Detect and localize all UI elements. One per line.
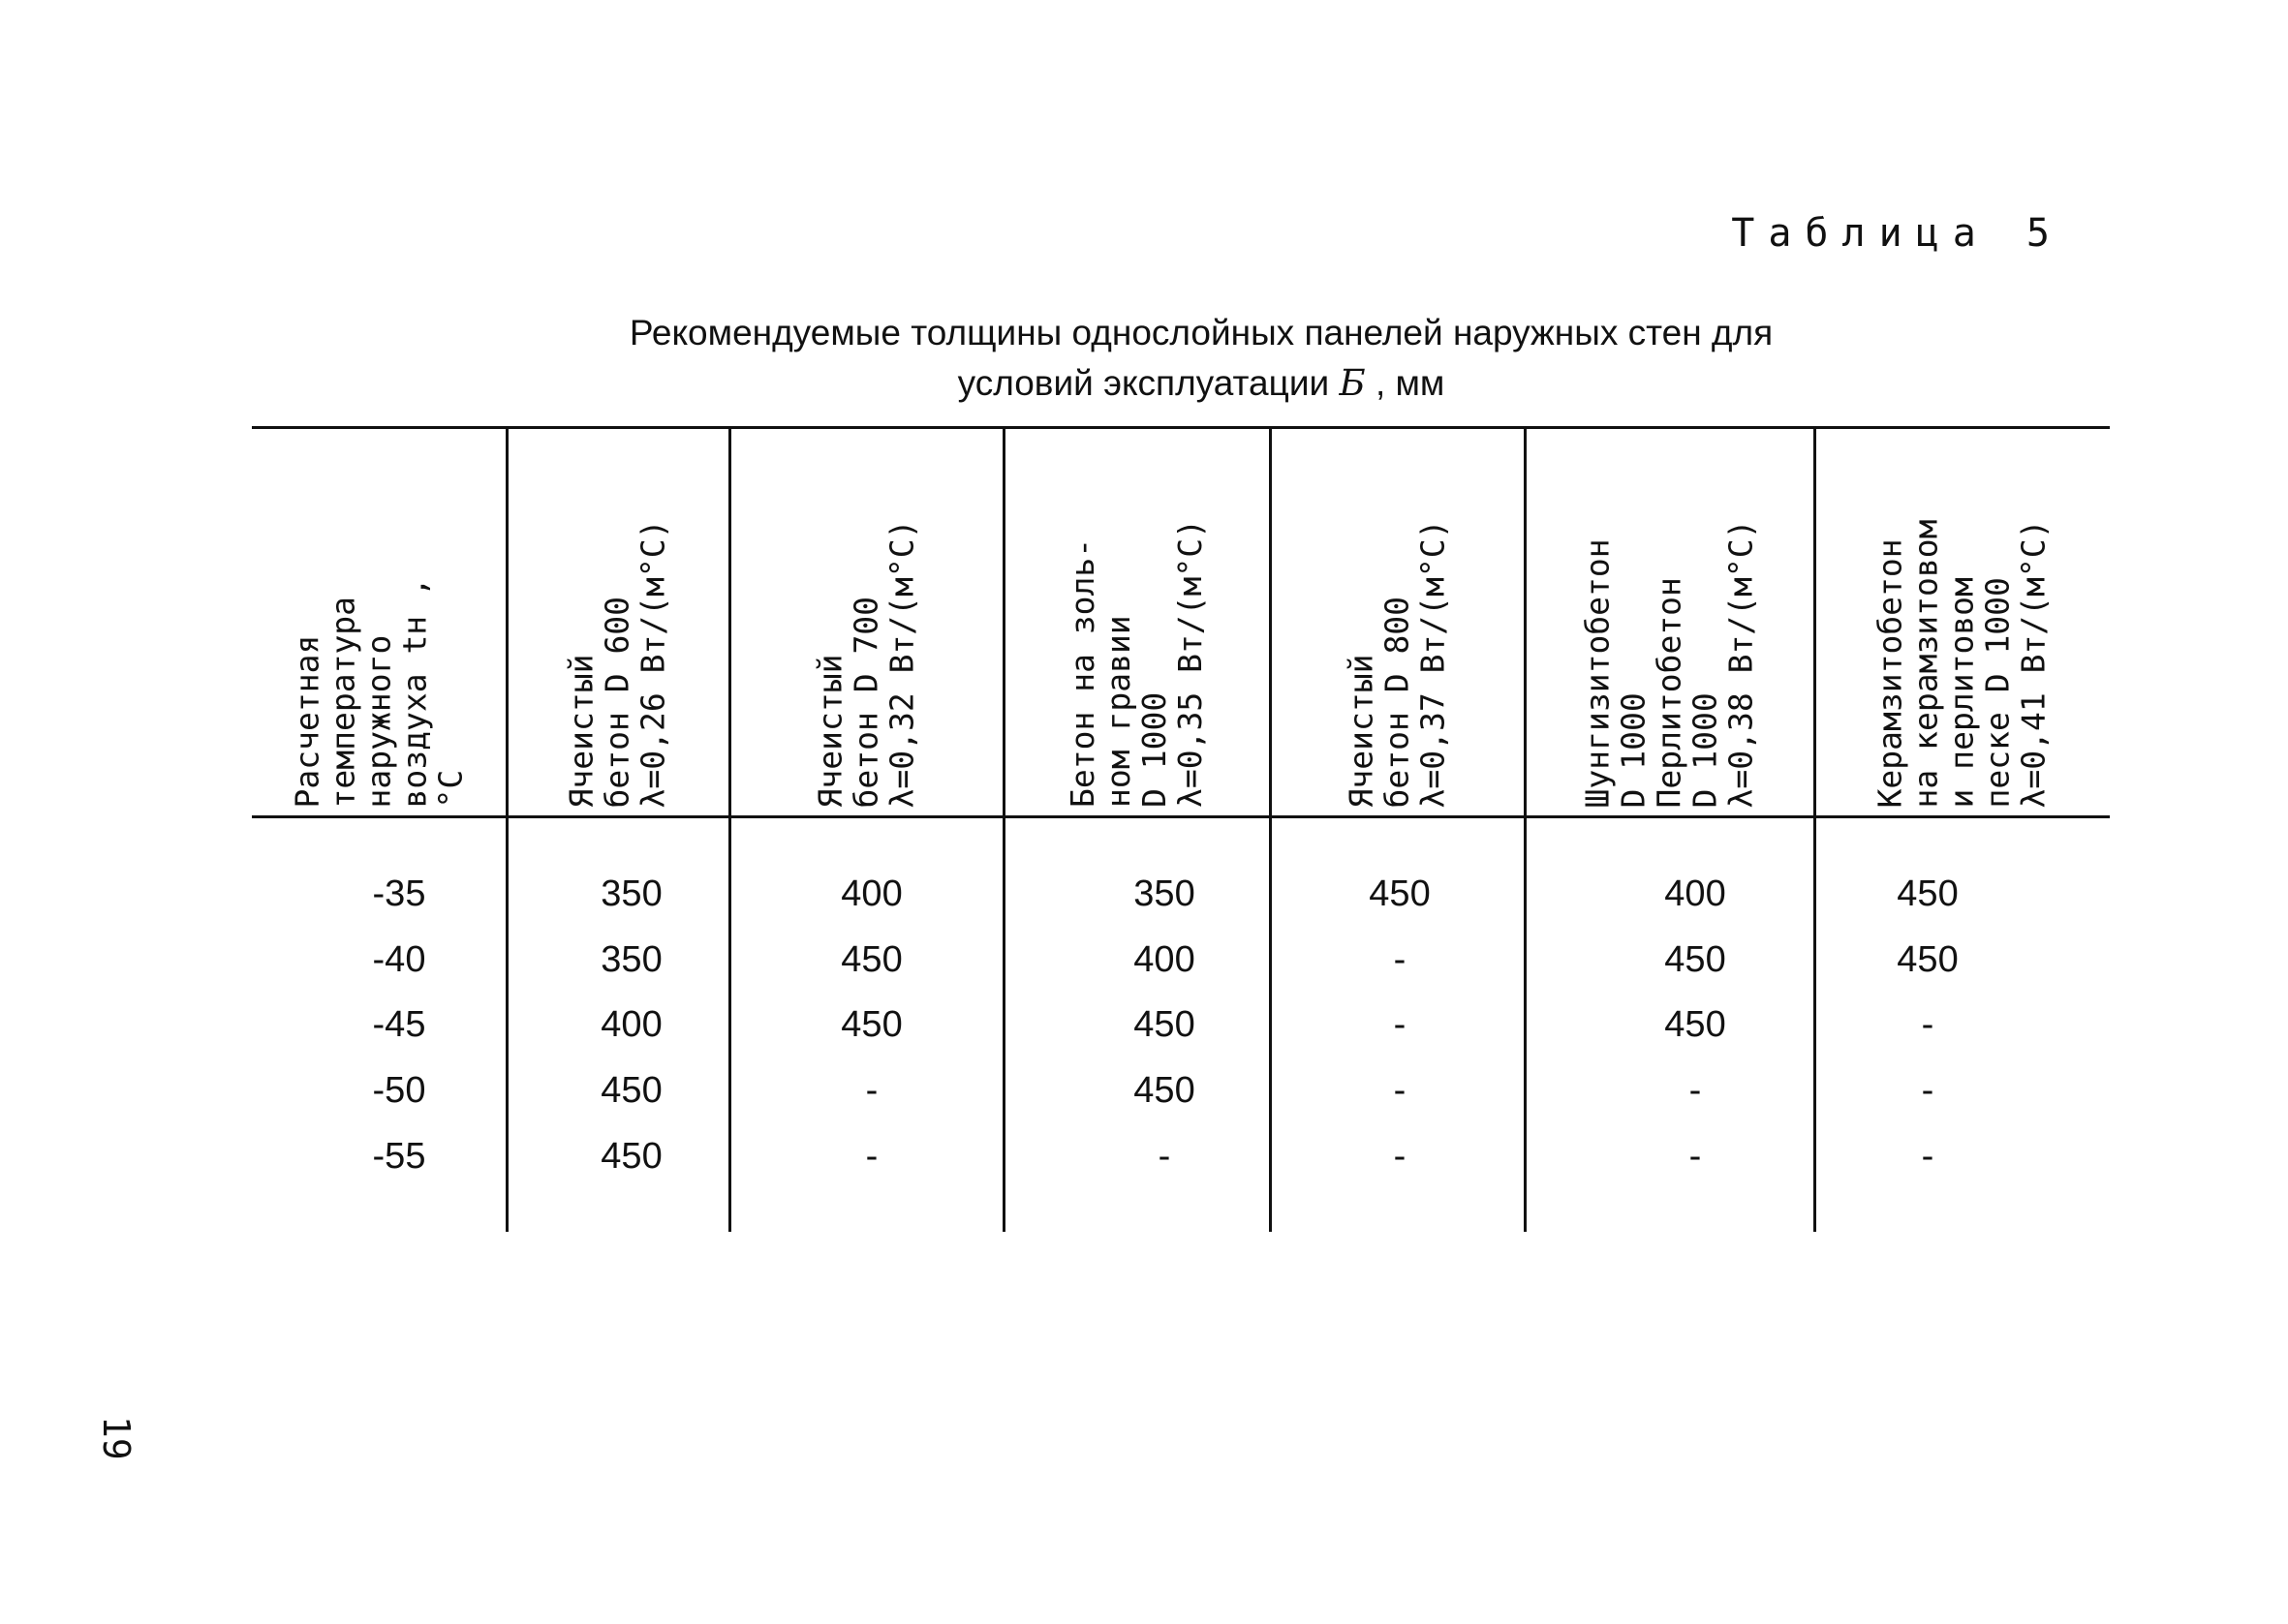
column-header	[1524, 430, 1813, 815]
header-bottom-rule	[252, 815, 2110, 818]
thickness-cell: 350	[601, 873, 663, 914]
thickness-cell: -	[1921, 1136, 1934, 1177]
thickness-cell: -	[1921, 1004, 1934, 1045]
column-header-line: Керамзитобетон	[1871, 537, 1909, 808]
column-header	[252, 430, 506, 815]
column-header-line: на керамзитовом	[1906, 518, 1945, 808]
caption-line-1: Рекомендуемые толщины однослойных панелей наружных стен для	[629, 313, 1774, 352]
caption-line-2	[465, 358, 1937, 409]
column-header-line: Расчетная	[288, 634, 326, 808]
temperature-cell: -55	[372, 1136, 426, 1177]
column-header-line: λ=0,38 Вт/(м°С)	[1721, 518, 1759, 808]
thickness-cell: 450	[1133, 1070, 1195, 1111]
column-header	[1269, 430, 1524, 815]
column-header-line: и перлитовом	[1942, 576, 1981, 808]
thickness-cell: 450	[1133, 1004, 1195, 1045]
column-header-line: Ячеистый	[562, 654, 601, 808]
caption-line-2-suffix: , мм	[1375, 363, 1445, 403]
column-header	[506, 430, 728, 815]
page-number: 19	[95, 1416, 138, 1460]
column-header-line: λ=0,26 Вт/(м°С)	[634, 518, 672, 808]
column-header	[728, 430, 1003, 815]
table-caption	[465, 308, 1937, 409]
column-header-line: D 1000	[1134, 691, 1173, 808]
column-header-line: бетон D 600	[598, 596, 636, 808]
column-header-line: бетон D 800	[1377, 596, 1415, 808]
thickness-cell: 400	[1664, 873, 1726, 914]
column-header-line: Бетон на золь-	[1063, 537, 1101, 808]
temperature-cell: -40	[372, 939, 426, 980]
thickness-cell: 450	[1897, 939, 1959, 980]
column-header-line: ном гравии	[1098, 615, 1137, 808]
thickness-cell: 450	[1664, 939, 1726, 980]
column-header-line: D 1000	[1685, 691, 1723, 808]
thickness-cell: -	[865, 1136, 879, 1177]
thickness-cell: 450	[841, 1004, 903, 1045]
thickness-cell: 350	[601, 939, 663, 980]
column-header-line: температура	[324, 596, 362, 808]
column-header-line: °C	[431, 769, 470, 808]
column-header-line: λ=0,32 Вт/(м°С)	[882, 518, 920, 808]
column-header-line: Ячеистый	[1342, 654, 1379, 808]
temperature-cell: -50	[372, 1070, 426, 1111]
caption-line-2-prefix: условий эксплуатации	[957, 363, 1330, 403]
column-header-line: наружного	[359, 634, 398, 808]
temperature-cell: -45	[372, 1004, 426, 1045]
thickness-cell: 450	[601, 1136, 663, 1177]
column-header-line: D 1000	[1614, 691, 1652, 808]
column-header-line: λ=0,37 Вт/(м°С)	[1413, 518, 1451, 808]
thickness-cell: -	[1393, 1070, 1407, 1111]
thickness-cell: 400	[841, 873, 903, 914]
thickness-cell: -	[1688, 1070, 1702, 1111]
thickness-cell: 450	[601, 1070, 663, 1111]
table-label: Таблица 5	[1731, 211, 2063, 256]
thickness-cell: -	[865, 1070, 879, 1111]
thickness-cell: 400	[601, 1004, 663, 1045]
thickness-cell: -	[1688, 1136, 1702, 1177]
thickness-cell: -	[1158, 1136, 1171, 1177]
column-header-line: Перлитобетон	[1650, 576, 1687, 808]
thickness-cell: -	[1393, 1136, 1407, 1177]
thickness-cell: 450	[1897, 873, 1959, 914]
thickness-cell: 450	[1664, 1004, 1726, 1045]
thickness-cell: -	[1393, 939, 1407, 980]
thickness-cell: -	[1921, 1070, 1934, 1111]
thickness-cell: 350	[1133, 873, 1195, 914]
column-header-line: Ячеистый	[811, 654, 849, 808]
column-header	[1003, 430, 1269, 815]
column-header-line: песке D 1000	[1978, 576, 2017, 808]
thickness-cell: 400	[1133, 939, 1195, 980]
thickness-cell: 450	[841, 939, 903, 980]
thickness-cell: -	[1393, 1004, 1407, 1045]
column-header	[1813, 430, 2110, 815]
column-header-line: λ=0,41 Вт/(м°С)	[2014, 518, 2053, 808]
temperature-cell: -35	[372, 873, 426, 914]
thickness-cell: 450	[1369, 873, 1431, 914]
column-header-line: Шунгизитобетон	[1578, 537, 1616, 808]
column-header-line: бетон D 700	[847, 596, 884, 808]
caption-symbol: Б	[1339, 362, 1366, 404]
table-top-rule	[252, 426, 2110, 429]
column-header-line: воздуха tн ,	[395, 576, 434, 808]
column-header-line: λ=0,35 Вт/(м°С)	[1170, 518, 1209, 808]
